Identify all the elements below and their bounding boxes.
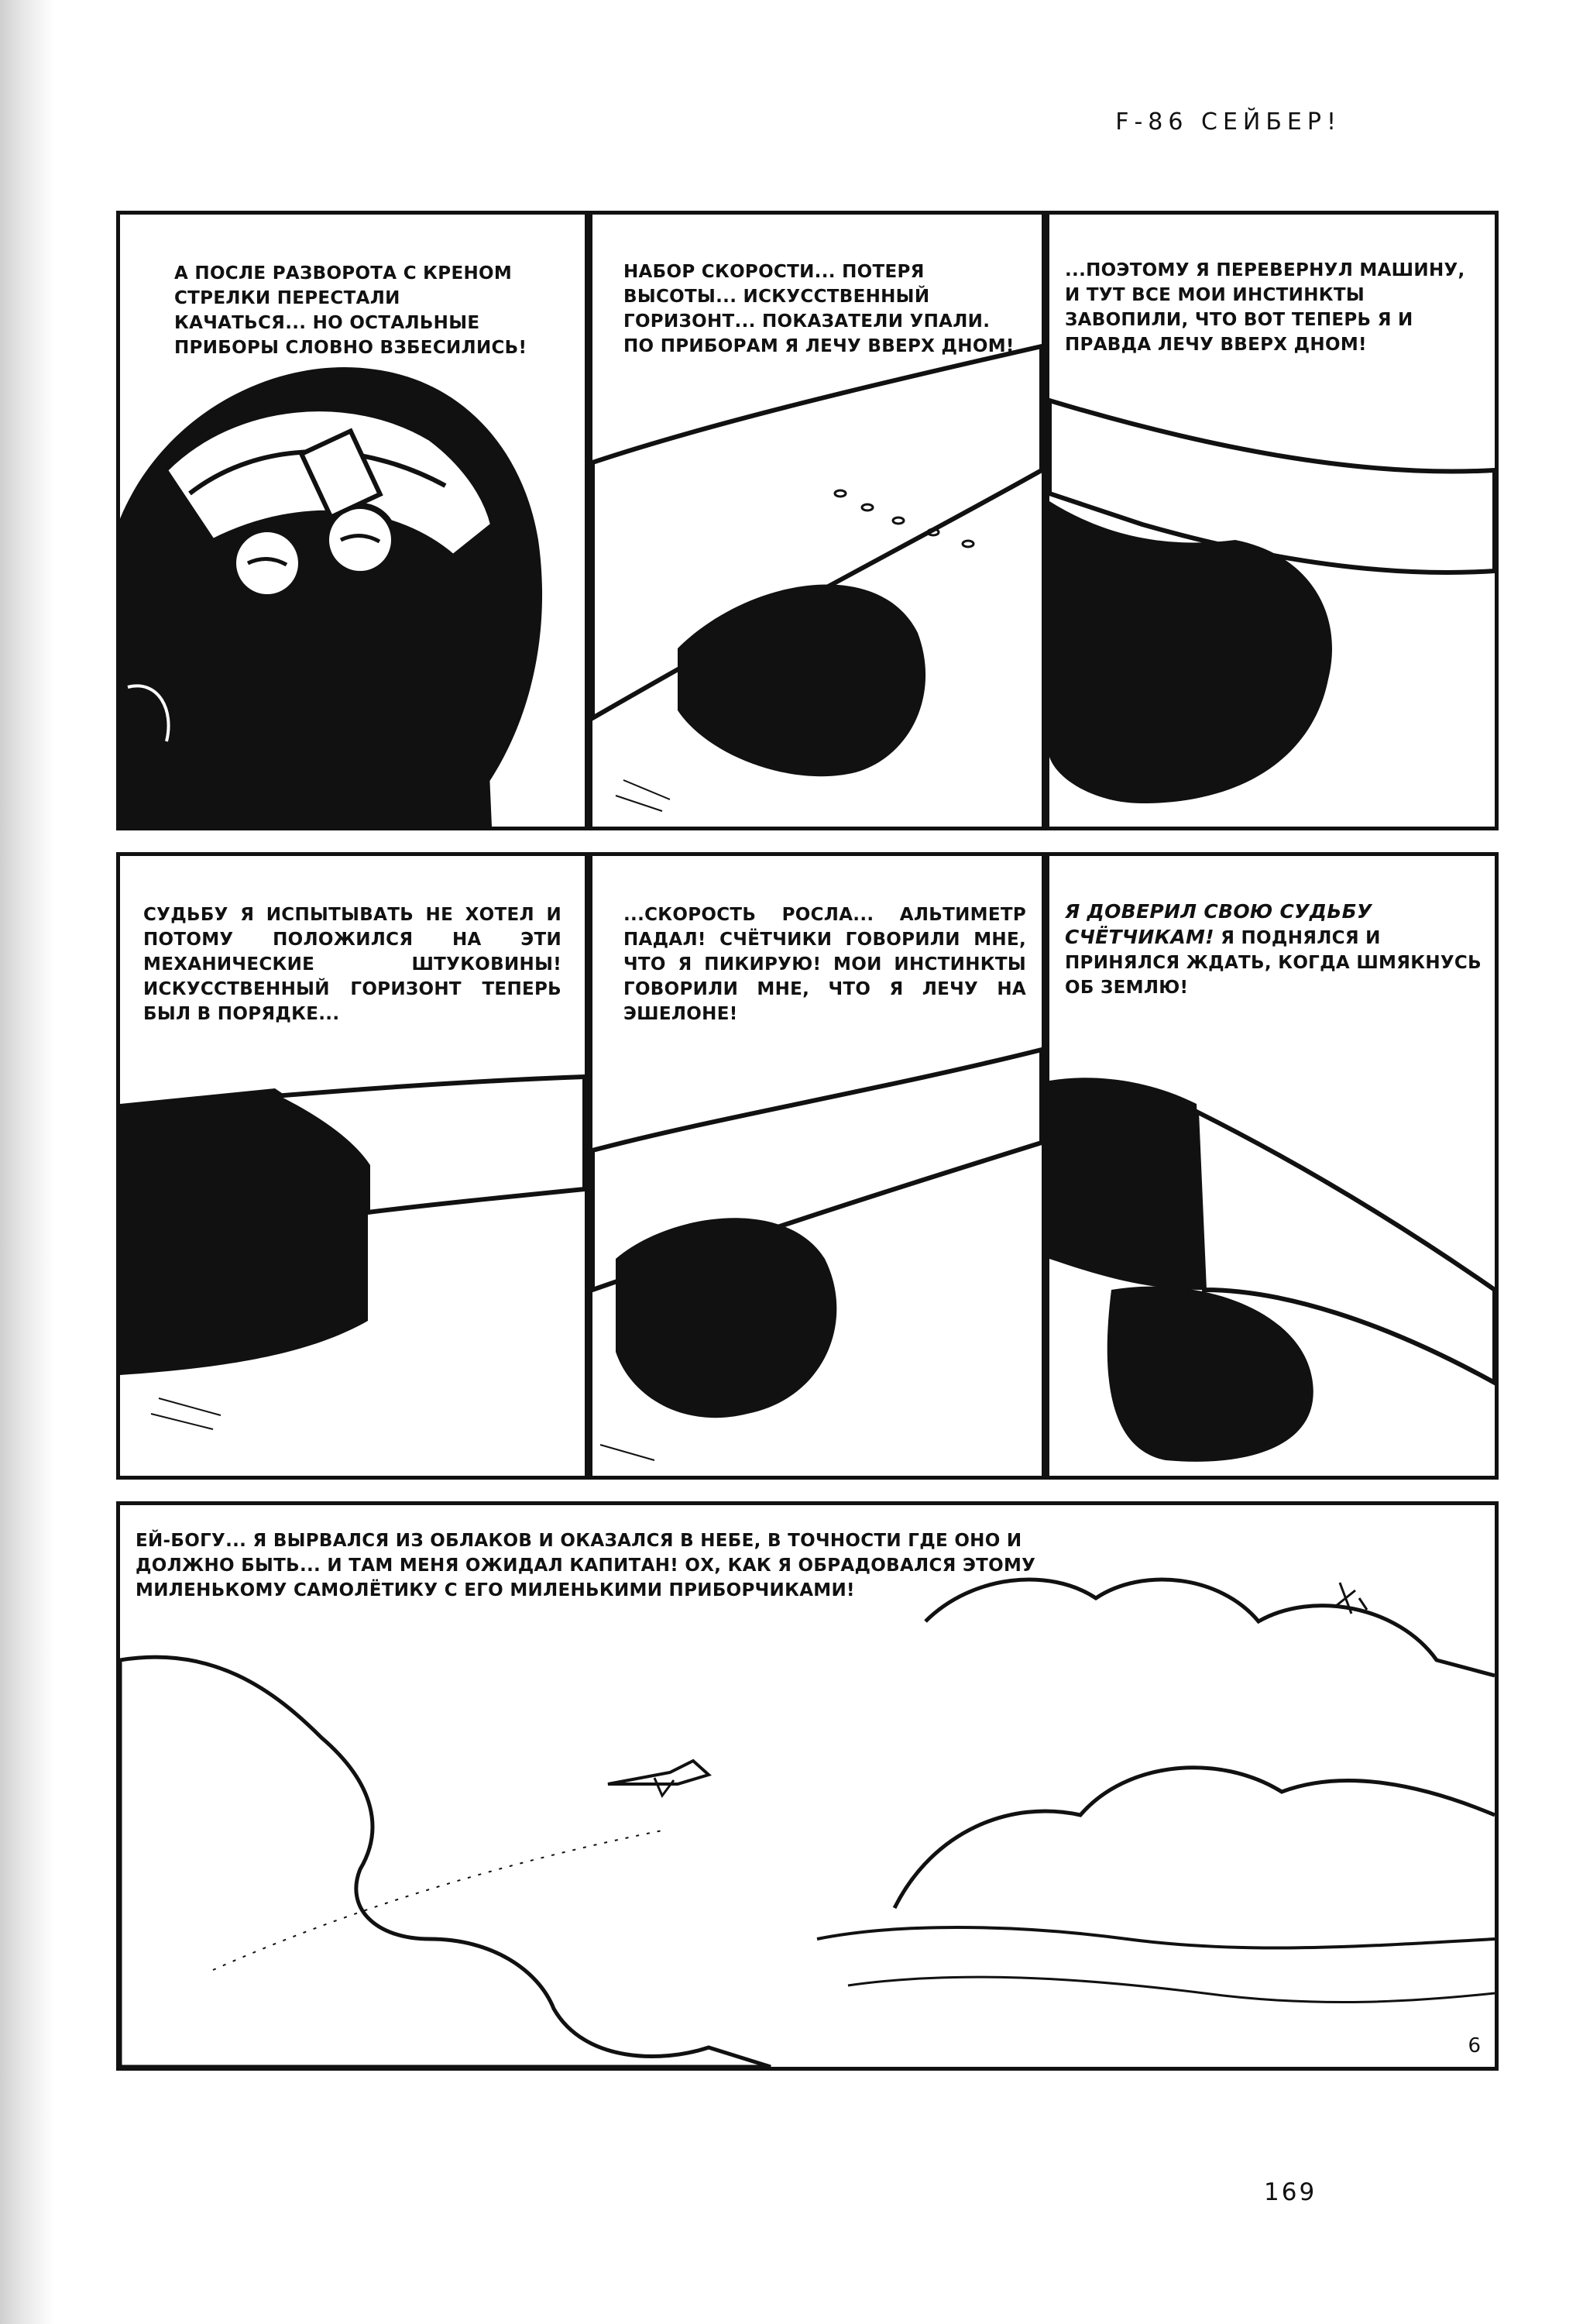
comic-panel-7	[116, 1501, 1499, 2071]
comic-panel-4	[116, 852, 589, 1480]
artist-signature: 6	[1468, 2034, 1481, 2058]
comic-panel-2	[589, 211, 1046, 830]
book-spine-shadow	[0, 0, 54, 2324]
panel-2-caption: НАБОР СКОРОСТИ... ПОТЕРЯ ВЫСОТЫ... ИСКУССТВЕННЫЙ ГОРИЗОНТ... ПОКАЗАТЕЛИ УПАЛИ. ПО ПРИБОРАМ Я ЛЕЧУ ВВЕРХ ДНОМ!	[623, 262, 1015, 356]
page-number: 169	[1264, 2178, 1317, 2206]
comic-panel-3	[1046, 211, 1499, 830]
panel-1-caption: А ПОСЛЕ РАЗВОРОТА С КРЕНОМ СТРЕЛКИ ПЕРЕСТАЛИ КАЧАТЬСЯ... НО ОСТАЛЬНЫЕ ПРИБОРЫ СЛОВНО ВЗБЕСИЛИСЬ!	[174, 263, 527, 358]
running-head-title: F-86 СЕЙБЕР!	[1115, 108, 1341, 136]
comic-panel-6	[1046, 852, 1499, 1480]
comic-panel-5	[589, 852, 1046, 1480]
panel-3-caption: ...ПОЭТОМУ Я ПЕРЕВЕРНУЛ МАШИНУ, И ТУТ ВСЕ МОИ ИНСТИНКТЫ ЗАВОПИЛИ, ЧТО ВОТ ТЕПЕРЬ Я И ПРАВДА ЛЕЧУ ВВЕРХ ДНОМ!	[1065, 260, 1465, 355]
panel-6-caption-emphasis: Я ДОВЕРИЛ СВОЮ СУДЬБУ СЧЁТЧИКАМ!	[1065, 900, 1372, 948]
panel-6-caption	[1065, 899, 1487, 1000]
panel-5-caption: ...СКОРОСТЬ РОСЛА... АЛЬТИМЕТР ПАДАЛ! СЧЁТЧИКИ ГОВОРИЛИ МНЕ, ЧТО Я ПИКИРУЮ! МОИ ИНСТИНКТЫ ГОВОРИЛИ МНЕ, ЧТО Я ЛЕЧУ НА ЭШЕЛОНЕ!	[623, 905, 1026, 1024]
panel-4-caption: СУДЬБУ Я ИСПЫТЫВАТЬ НЕ ХОТЕЛ И ПОТОМУ ПОЛОЖИЛСЯ НА ЭТИ МЕХАНИЧЕСКИЕ ШТУКОВИНЫ! ИСКУССТВЕННЫЙ ГОРИЗОНТ ТЕПЕРЬ БЫЛ В ПОРЯДКЕ...	[143, 905, 561, 1024]
panel-6-caption-text: Я ПОДНЯЛСЯ И ПРИНЯЛСЯ ЖДАТЬ, КОГДА ШМЯКНУСЬ ОБ ЗЕМЛЮ!	[1065, 928, 1482, 998]
comic-panel-1	[116, 211, 589, 830]
panel-7-caption: ЕЙ-БОГУ... Я ВЫРВАЛСЯ ИЗ ОБЛАКОВ И ОКАЗАЛСЯ В НЕБЕ, В ТОЧНОСТИ ГДЕ ОНО И ДОЛЖНО БЫТЬ... И ТАМ МЕНЯ ОЖИДАЛ КАПИТАН! ОХ, КАК Я ОБРАДОВАЛСЯ ЭТОМУ МИЛЕНЬКОМУ САМОЛЁТИКУ С ЕГО МИЛЕНЬКИМИ ПРИБОРЧИКАМИ!	[136, 1531, 1036, 1600]
